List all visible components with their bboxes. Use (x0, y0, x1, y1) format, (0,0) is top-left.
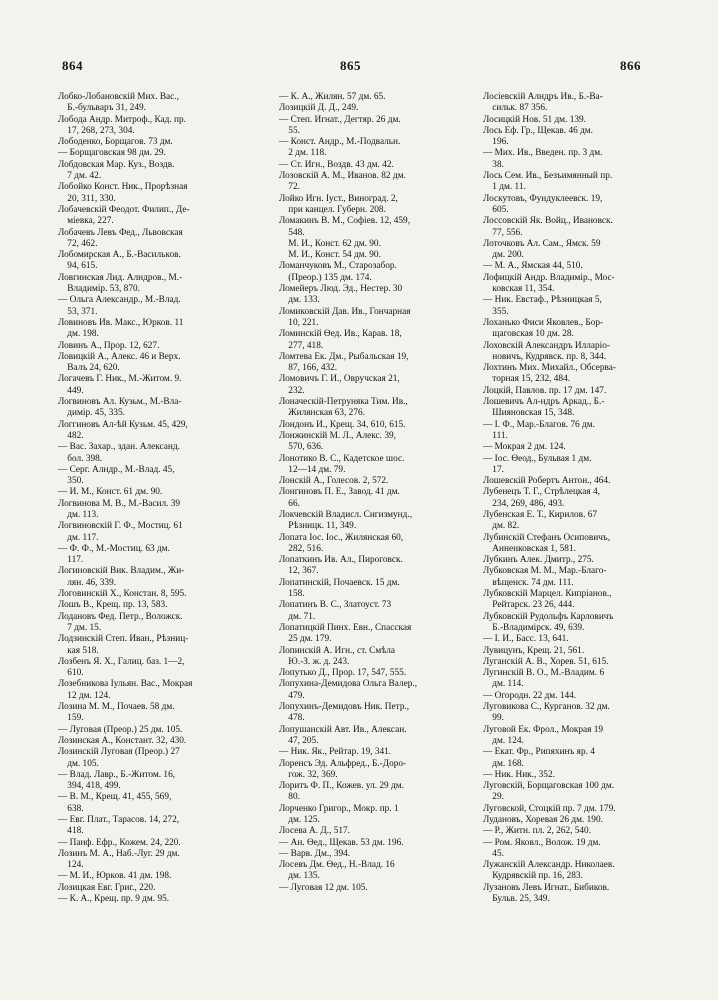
directory-entry-line: 38. (483, 159, 504, 170)
directory-entry-line: 45. (483, 848, 504, 859)
directory-entry-line: 2 дм. 118. (279, 148, 327, 159)
directory-entry-line: Лопаткинъ Ив. Ал., Пироговск. (279, 555, 403, 566)
directory-entry-line: Лосицкій Нов. 51 дм. 139. (483, 114, 586, 125)
directory-entry-line: 234, 269, 486, 493. (483, 498, 565, 509)
directory-entry-line: Лоцкій, Павлов. пр. 17 дм. 147. (483, 385, 607, 396)
directory-entry-line: 99. (483, 713, 504, 724)
page-number-center: 865 (340, 58, 361, 73)
directory-entry-line: 159. (58, 713, 84, 724)
directory-entry-line: Логвиновскій Г. Ф., Мостиц. 61 (58, 521, 183, 532)
directory-entry-line: 53, 371. (58, 306, 98, 317)
directory-entry-line: Б.-Владимірск. 49, 639. (483, 622, 585, 633)
page-number-right: 866 (620, 58, 641, 73)
directory-entry-line: — Степ. Игнат., Дегтяр. 26 дм. (279, 114, 401, 125)
directory-entry-line: Лось Еф. Гр., Щекав. 46 дм. (483, 125, 594, 136)
directory-entry-line: Ловгинская Лид. Алндров., М.- (58, 272, 183, 283)
directory-entry-line: Лоренсъ Эд. Альфред., Б.-Доро- (279, 758, 407, 769)
directory-entry-line: Лондонъ И., Крещ. 34, 610, 615. (279, 419, 406, 430)
directory-entry-line: 355. (483, 306, 509, 317)
directory-entry-line: Луговой Ек. Фрол., Мокрая 19 (483, 724, 604, 735)
directory-entry-line: Лобдовская Мар. Куз., Воздв. (58, 159, 175, 170)
directory-entry-line: 610. (58, 668, 84, 679)
directory-entry-line: Лобойко Конст. Ник., Прорѣзная (58, 182, 188, 193)
directory-entry-line: Ю.-З. ж. д. 243. (279, 656, 350, 667)
directory-entry-line: дм. 113. (58, 509, 99, 520)
directory-entry-line: Лубенецъ Т. Г., Стрѣлецкая 4, (483, 487, 601, 498)
directory-entry-line: — Ф. Ф., М.-Мостиц. 63 дм. (58, 543, 170, 554)
directory-entry-line: — Ан. Ѳед., Щекав. 53 дм. 196. (279, 837, 404, 848)
directory-entry-line: 418. (58, 826, 84, 837)
directory-entry-line: — Іос. Ѳеод., Бульвая 1 дм. (483, 453, 592, 464)
directory-entry-line: Ломиковскій Дав. Ив., Гончарная (279, 306, 411, 317)
directory-entry-line: — М. И., Юрков. 41 дм. 198. (58, 871, 172, 882)
directory-entry-line: Лонскій А., Голесов. 2, 572. (279, 476, 389, 487)
directory-entry-line: Логвинова М. В., М.-Васил. 39 (58, 498, 181, 509)
directory-entry-line: Лозбенъ Я. Х., Галиц. баз. 1—2, (58, 656, 185, 667)
directory-entry-line: Ломинскій Ѳед. Ив., Карав. 18, (279, 329, 402, 340)
directory-entry-line: Лопатинскій, Почаевск. 15 дм. (279, 577, 400, 588)
directory-entry-line: гож. 32, 369. (279, 769, 338, 780)
directory-entry-line: 277, 418. (279, 340, 324, 351)
directory-entry-line: Ломанчуковъ М., Старозабор. (279, 261, 397, 272)
directory-entry-line: 94, 615. (58, 261, 98, 272)
directory-entry-line: 638. (58, 803, 84, 814)
directory-entry-line: — Варв. Дм., 394. (279, 848, 351, 859)
directory-entry-line: дм. 105. (58, 758, 99, 769)
directory-entry-line: Лохтинъ Мих. Михайл., Обсерва- (483, 363, 617, 374)
directory-entry-line: Луговикова С., Курганов. 32 дм. (483, 702, 610, 713)
directory-entry-line: — Ник. Ник., 352. (483, 769, 555, 780)
directory-entry-line: Лозинская А., Констант. 32, 430. (58, 735, 187, 746)
directory-entry-line: Ломакинъ В. М., Софіев. 12, 459, (279, 216, 411, 227)
directory-entry-line: Шияновская 15, 348. (483, 408, 575, 419)
directory-entry-line: Лободенко, Борщагов. 73 дм. (58, 137, 173, 148)
directory-entry-line: — Борщаговская 98 дм. 29. (58, 148, 166, 159)
directory-entry-line: дм. 198. (58, 329, 99, 340)
directory-entry-line: торная 15, 232, 484. (483, 374, 571, 385)
directory-entry-line: Лозовскій А. М., Иванов. 82 дм. (279, 171, 406, 182)
directory-entry-line: Логиновскій Вик. Владим., Жи- (58, 566, 185, 577)
directory-entry-line: Логвиновъ Ал. Кузьм., М.-Вла- (58, 397, 182, 408)
directory-entry-line: 17. (483, 464, 504, 475)
directory-entry-line: — Ром. Яковл., Волож. 19 дм. (483, 837, 601, 848)
directory-entry-line: 87, 166, 432. (279, 363, 338, 374)
directory-entry-line: Лонгиновъ П. Е., Завод. 41 дм. (279, 487, 400, 498)
directory-entry-line: Логгиновъ Ал-ѣй Кузьм. 45, 429, (58, 419, 188, 430)
directory-entry-line: 77, 556. (483, 227, 523, 238)
directory-entry-line: Логовинскій Х., Констан. 8, 595. (58, 589, 187, 600)
directory-entry-line: сильк. 87 356. (483, 103, 548, 114)
directory-entry-line: Лоховскій Александръ Илларіо- (483, 340, 611, 351)
directory-entry-line: — К. А., Крещ. пр. 9 дм. 95. (58, 894, 170, 905)
directory-entry-line: — М. А., Ямская 44, 510. (483, 261, 583, 272)
directory-entry-line: Лудановъ, Хоревая 26 дм. 190. (483, 815, 603, 825)
directory-entry-line: Лузановъ Левъ Игнат., Бибиков. (483, 882, 610, 893)
directory-entry-line: Лодановъ Фед. Петр., Воложск. (58, 611, 183, 622)
directory-entry-line: дм. 168. (483, 758, 524, 769)
directory-entry-line: 158. (279, 589, 305, 600)
directory-entry-line: Б.-бульваръ 31, 249. (58, 103, 146, 114)
directory-entry-line: Лозина М. М., Почаев. 58 дм. (58, 702, 175, 713)
directory-entry-line: Лозицкій Д. Д., 249. (279, 103, 359, 114)
directory-entry-line: Ловицкій А., Алекс. 46 и Верх. (58, 351, 181, 362)
directory-entry-line: Ломовичъ Г. И., Овручская 21, (279, 374, 400, 385)
directory-entry-line: 72. (279, 182, 300, 193)
directory-entry-line: 80. (279, 792, 300, 803)
directory-entry-line: Лубковскій Марцел. Кипріанов., (483, 589, 612, 600)
directory-entry-line: 66. (279, 498, 300, 509)
directory-entry-line: 47, 205. (279, 735, 319, 746)
directory-entry-line: Лонотико В. С., Кадетское шос. (279, 453, 405, 464)
directory-entry-line: 479. (279, 690, 305, 701)
directory-entry-line: Рейтарск. 23 26, 444. (483, 600, 575, 611)
directory-entry-line: Лошевскій Робертъ Антон., 464. (483, 476, 611, 487)
directory-entry-line: — Мокрая 2 дм. 124. (483, 442, 566, 453)
directory-entry-line: дм. 117. (58, 532, 99, 543)
directory-entry-line: Лоскутовъ, Фундуклеевск. 19, (483, 193, 603, 204)
directory-entry-line: Лозинскій Луговая (Преор.) 27 (58, 747, 180, 758)
directory-entry-line: Лобомирская А., Б.-Васильков. (58, 250, 181, 261)
page-number-left: 864 (62, 58, 83, 73)
directory-entry-line: — Мих. Ив., Введен. пр. 3 дм. (483, 148, 603, 159)
directory-entry-line: Лубенская Е. Т., Кирилов. 67 (483, 509, 598, 520)
directory-entry-line: Лошъ В., Крещ. пр. 13, 583. (58, 600, 168, 611)
directory-entry-line: Лодзинскій Степ. Иван., Рѣзниц- (58, 634, 189, 645)
directory-entry-line: — І. Ф., Мар.-Благов. 76 дм. (483, 419, 595, 430)
directory-entry-line: 111. (483, 430, 508, 441)
directory-entry-line: 12, 367. (279, 566, 319, 577)
directory-entry-line: Лувицунъ, Крещ. 21, 561. (483, 645, 585, 656)
directory-entry-line: Ловиновъ Ив. Макс., Юрков. 11 (58, 317, 184, 328)
directory-entry-line: Ломейеръ Люд. Эд., Нестер. 30 (279, 284, 403, 295)
directory-entry-line: 20, 311, 330. (58, 193, 116, 204)
directory-entry-line: М. И., Конст. 62 дм. 90. (279, 238, 381, 249)
directory-entry-line: 7 дм. 15. (58, 622, 102, 633)
directory-entry-line: Жилянская 63, 276. (279, 408, 365, 419)
directory-entry-line: Лопатицкій Пинх. Евн., Спасская (279, 622, 412, 633)
directory-entry-line: 196. (483, 137, 509, 148)
directory-entry-line: — Екат. Фр., Рипяхинъ яр. 4 (483, 747, 595, 758)
directory-entry-line: — Ник. Як., Рейтар. 19, 341. (279, 747, 392, 758)
directory-entry-line: дм. 71. (279, 611, 316, 622)
directory-entry-line: Лойко Игн. Іуст., Виноград. 2, (279, 193, 398, 204)
directory-entry-line: (Преор.) 135 дм. 174. (279, 272, 372, 283)
directory-entry-line: — Влад. Лавр., Б.-Житом. 16, (58, 769, 176, 780)
directory-entry-line: 548. (279, 227, 305, 238)
directory-entry-line: 29. (483, 792, 504, 803)
directory-entry-line: — Конст. Андр., М.-Подвальн. (279, 137, 401, 148)
directory-entry-line: Луганскій А. В., Хорев. 51, 615. (483, 656, 609, 667)
directory-entry-line: — В. М., Крещ. 41, 455, 569, (58, 792, 172, 803)
directory-entry-line: ковская 11, 354. (483, 284, 555, 295)
directory-entry-line: Лофицкій Андр. Владимір., Мос- (483, 272, 615, 283)
directory-entry-line: 25 дм. 179. (279, 634, 332, 645)
directory-entry-line: 394, 418, 499. (58, 781, 121, 792)
directory-column-2 (279, 92, 477, 894)
directory-entry-line: Локчевскій Владисл. Сигизмунд., (279, 509, 413, 520)
directory-entry-line: Луговскій, Борщаговская 100 дм. (483, 781, 615, 792)
directory-entry-line: — К. А., Жилян. 57 дм. 65. (279, 92, 386, 102)
directory-entry-line: Лобода Андр. Митроф., Кад. пр. (58, 114, 186, 125)
directory-entry-line: щаговская 10 дм. 28. (483, 329, 574, 340)
directory-entry-line: — Луговая (Преор.) 25 дм. 105. (58, 724, 183, 735)
directory-entry-line: Лопата Іос. Іос., Жилянская 60, (279, 532, 404, 543)
directory-entry-line: — Огородн. 22 дм. 144. (483, 690, 577, 701)
directory-entry-line: Лубкинъ Алек. Дмитр., 275. (483, 555, 594, 566)
directory-entry-line: Лоточковъ Ал. Сам., Ямск. 59 (483, 238, 601, 249)
directory-entry-line: 449. (58, 385, 84, 396)
directory-entry-line: міевка, 227. (58, 216, 114, 227)
directory-entry-line: — Ст. Игн., Воздв. 43 дм. 42. (279, 159, 394, 170)
directory-entry-line: 72, 462. (58, 238, 98, 249)
directory-entry-line: Лосева А. Д., 517. (279, 826, 350, 837)
directory-entry-line: Лубинскій Стефанъ Осиповичъ, (483, 532, 611, 543)
directory-entry-line: Лопухинъ-Демидовъ Ник. Петр., (279, 702, 410, 713)
directory-entry-line: — Ник. Евстаф., Рѣзницкая 5, (483, 295, 602, 306)
directory-entry-line: 12—14 дм. 79. (279, 464, 346, 475)
directory-entry-line: 7 дм. 42. (58, 171, 102, 182)
directory-entry-line: 12 дм. 124. (58, 690, 111, 701)
directory-entry-line: 17, 268, 273, 304. (58, 125, 135, 136)
directory-entry-line: Ловинъ А., Прор. 12, 627. (58, 340, 160, 351)
directory-entry-line: новичъ, Кудрявск. пр. 8, 344. (483, 351, 607, 362)
directory-entry-line: дм. 114. (483, 679, 524, 690)
directory-entry-line: — Серг. Алндр., М.-Влад. 45, (58, 464, 175, 475)
directory-entry-line: 232. (279, 385, 305, 396)
directory-entry-line: М. И., Конст. 54 дм. 90. (279, 250, 381, 261)
directory-entry-line: димір. 45, 335. (58, 408, 125, 419)
directory-entry-line: — И. М., Конст. 61 дм. 90. (58, 487, 163, 498)
directory-entry-line: Лопатинъ В. С., Златоуст. 73 (279, 600, 392, 611)
directory-entry-line: 605. (483, 204, 509, 215)
directory-entry-line: 124. (58, 860, 84, 871)
directory-entry-line: Лобачевскій Феодот. Филип., Де- (58, 204, 190, 215)
directory-column-3 (483, 92, 698, 905)
directory-entry-line: Лоханько Фиси Яковлев., Бор- (483, 317, 604, 328)
directory-entry-line: 478. (279, 713, 305, 724)
directory-entry-line: Логачевъ Г. Ник., М.-Житом. 9. (58, 374, 182, 385)
directory-column-1 (58, 92, 278, 905)
directory-entry-line: Лубковскій Рудольфъ Карловичъ (483, 611, 614, 622)
directory-entry-line: Лось Сем. Ив., Безъимянный пр. (483, 171, 613, 182)
directory-entry-line: Лонжинскій М. Л., Алекс. 39, (279, 430, 396, 441)
directory-entry-line: — Р., Житн. пл. 2, 262, 540. (483, 826, 592, 837)
directory-entry-line: Луговской, Стоцкій пр. 7 дм. 179. (483, 803, 616, 814)
directory-entry-line: лян. 46, 339. (58, 577, 117, 588)
directory-entry-line: Лопинскій А. Игн., ст. Смѣла (279, 645, 396, 656)
directory-entry-line: Лорченко Григор., Мокр. пр. 1 (279, 803, 399, 814)
directory-entry-line: — І. И., Басс. 13, 641. (483, 634, 569, 645)
directory-entry-line: 350. (58, 476, 84, 487)
directory-entry-line: Лоначескій-Петруняка Тим. Ив., (279, 397, 408, 408)
directory-entry-line: 282, 516. (279, 543, 324, 554)
directory-entry-line: дм. 200. (483, 250, 524, 261)
directory-entry-line: Лужанскій Александр. Николаев. (483, 860, 615, 871)
directory-entry-line: Лоритъ Ф. П., Кожев. ул. 29 дм. (279, 781, 404, 792)
directory-entry-line: 482. (58, 430, 84, 441)
directory-entry-line: — Евг. Плат., Тарасов. 14, 272, (58, 815, 180, 825)
directory-entry-line: 570, 636. (279, 442, 324, 453)
directory-entry-line: 55. (279, 125, 300, 136)
directory-entry-line: Лосіевскій Алндръ Ив., Б.-Ва- (483, 92, 603, 102)
directory-entry-line: дм. 82. (483, 521, 520, 532)
directory-entry-line: дм. 135. (279, 871, 320, 882)
directory-entry-line: 10, 221. (279, 317, 319, 328)
directory-entry-line: вѣщенск. 74 дм. 111. (483, 577, 574, 588)
directory-entry-line: дм. 124. (483, 735, 524, 746)
directory-entry-line: Анненковская 1, 581. (483, 543, 576, 554)
directory-entry-line: Кудрявскій пр. 16, 283. (483, 871, 583, 882)
directory-entry-line: Лошевичъ Ал-ндръ Аркад., Б.- (483, 397, 605, 408)
directory-entry-line: Лугинскій В. О., М.-Владим. 6 (483, 668, 605, 679)
directory-entry-line: Лобачевъ Левъ Фед., Львовская (58, 227, 183, 238)
directory-entry-line: — Луговая 12 дм. 105. (279, 882, 368, 893)
directory-entry-line: Рѣзницк. 11, 349. (279, 521, 357, 532)
directory-entry-line: Лоссовскій Як. Войц., Ивановск. (483, 216, 613, 227)
directory-entry-line: Ломтева Ек. Дм., Рыбальская 19, (279, 351, 409, 362)
directory-entry-line: — Вас. Захар., здан. Александ. (58, 442, 180, 453)
directory-entry-line: бол. 398. (58, 453, 103, 464)
directory-entry-line: Лобко-Лобановскій Мих. Вас., (58, 92, 179, 102)
directory-entry-line: дм. 125. (279, 815, 320, 825)
directory-entry-line: 117. (58, 555, 84, 566)
directory-entry-line: Лозинъ М. А., Наб.-Луг. 29 дм. (58, 848, 180, 859)
directory-entry-line: при канцел. Губерн. 208. (279, 204, 386, 215)
directory-entry-line: Валъ 24, 620. (58, 363, 120, 374)
directory-entry-line: Лопушанскій Авт. Ив., Алексан. (279, 724, 407, 735)
directory-entry-line: Лозицкая Евг. Григ., 220. (58, 882, 156, 893)
directory-entry-line: Лопутько Д., Прор. 17, 547, 555. (279, 668, 407, 679)
directory-entry-line: — Панф. Ефр., Кожем. 24, 220. (58, 837, 181, 848)
directory-entry-line: кая 518. (58, 645, 99, 656)
directory-entry-line: Лопухина-Демидова Ольга Валер., (279, 679, 418, 690)
directory-entry-line: Лозебникова Іульян. Вас., Мокрая (58, 679, 193, 690)
directory-entry-line: — Ольга Александр., М.-Влад. (58, 295, 181, 306)
directory-entry-line: 1 дм. 11. (483, 182, 526, 193)
directory-entry-line: Лосевъ Дм. Ѳед., Н.-Влад. 16 (279, 860, 395, 871)
directory-entry-line: Бульв. 25, 349. (483, 894, 550, 905)
directory-entry-line: Владимір. 53, 870. (58, 284, 140, 295)
directory-entry-line: Лубковская М. М., Мар.-Благо- (483, 566, 607, 577)
directory-entry-line: дм. 133. (279, 295, 320, 306)
